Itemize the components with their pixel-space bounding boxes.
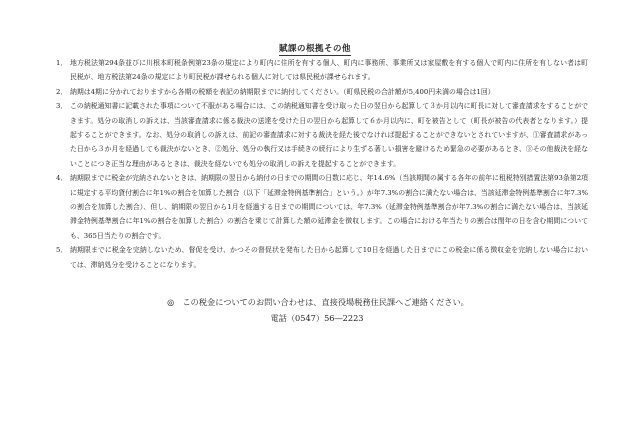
contact-notice: ◎ この税金についてのお問い合わせは、直接役場税務住民課へご連絡ください。 xyxy=(167,297,469,307)
provision-text: 納期限までに税金を完納しないため、督促を受け、かつその督促状を発布した日から起算して10日を経過した日までにこの税金に係る徴収金を完納しない場合においては、滞納処分を受けることになります。 xyxy=(70,246,588,269)
provision-number: 2． xyxy=(56,87,68,96)
provision-item-2 xyxy=(56,85,588,99)
provision-item-3 xyxy=(56,99,588,171)
provision-text: 地方税法第294条並びに川根本町税条例第23条の規定により町内に住所を有する個人、町内に事務所、事業所又は家屋敷を有する個人で町内に住所を有しない者は町民税が、地方税法第24条の規定により町民税が課せられる個人に対しては県民税が課せられます。 xyxy=(70,59,588,82)
provision-number: 3． xyxy=(56,102,68,111)
contact-info xyxy=(0,294,630,326)
contact-phone: 電話（0547）56―2223 xyxy=(270,313,364,323)
provision-text: 納期限までに税金が完納されないときは、納期限の翌日から納付の日までの期間の日数に応じ、年14.6%（当該期間の属する各年の前年に租税特別措置法第93条第2項に規定する平均貸付割合に年1%の割合を加算した割合（以下「延滞金特例基準割合」という。）が年7.3%の割合に満たない場合は、当該延滞金特例基準割合に年7.3%の割合を加算した割合）、但し、納期限の翌日から1月を経過する日までの期間については、年7.3%（延滞金特例基準割合が年7.3%の割合に満たない場合は、当該延滞金特例基準割合に年1%の割合を加算した割合）の割合を乗じて計算した額の延滞金を徴収します。この場合における年当たりの割合は閏年の日を含む期間についても、365日当たりの割合です。 xyxy=(70,174,588,240)
provision-item-5 xyxy=(56,243,588,272)
provision-item-4 xyxy=(56,171,588,243)
provision-number: 4． xyxy=(56,174,68,183)
provision-item-1 xyxy=(56,56,588,85)
document-title-text: 賦課の根拠その他 xyxy=(278,44,351,54)
provision-number: 1． xyxy=(56,59,68,67)
document-title xyxy=(0,42,630,54)
provision-text: この納税通知書に記載された事項について不服がある場合には、この納税通知書を受け取った日の翌日から起算して３か月以内に町長に対して審査請求をすることができます。処分の取消しの訴えは、当該審査請求に係る裁決の送達を受けた日の翌日から起算して６か月以内に、町を被告として（町長が被告の代表者となります。）提起することができます。なお、処分の取消しの訴えは、前記の審査請求に対する裁決を経た後でなければ提起することができないとされていますが、①審査請求があった日から３か月を経過しても裁決がないとき、②処分、処分の執行又は手続きの続行により生ずる著しい損害を避けるため緊急の必要があるとき、③その他裁決を経ないことにつき正当な理由があるときは、裁決を経ないでも処分の取消しの訴えを提起することができます。 xyxy=(70,102,588,168)
provision-number: 5． xyxy=(56,246,68,255)
provision-text: 納期は4期に分かれておりますから各期の税額を表記の納期限までに納付してください。（町県民税の合計額が5,400円未満の場合は1回） xyxy=(70,87,495,96)
provisions-list xyxy=(56,56,588,272)
